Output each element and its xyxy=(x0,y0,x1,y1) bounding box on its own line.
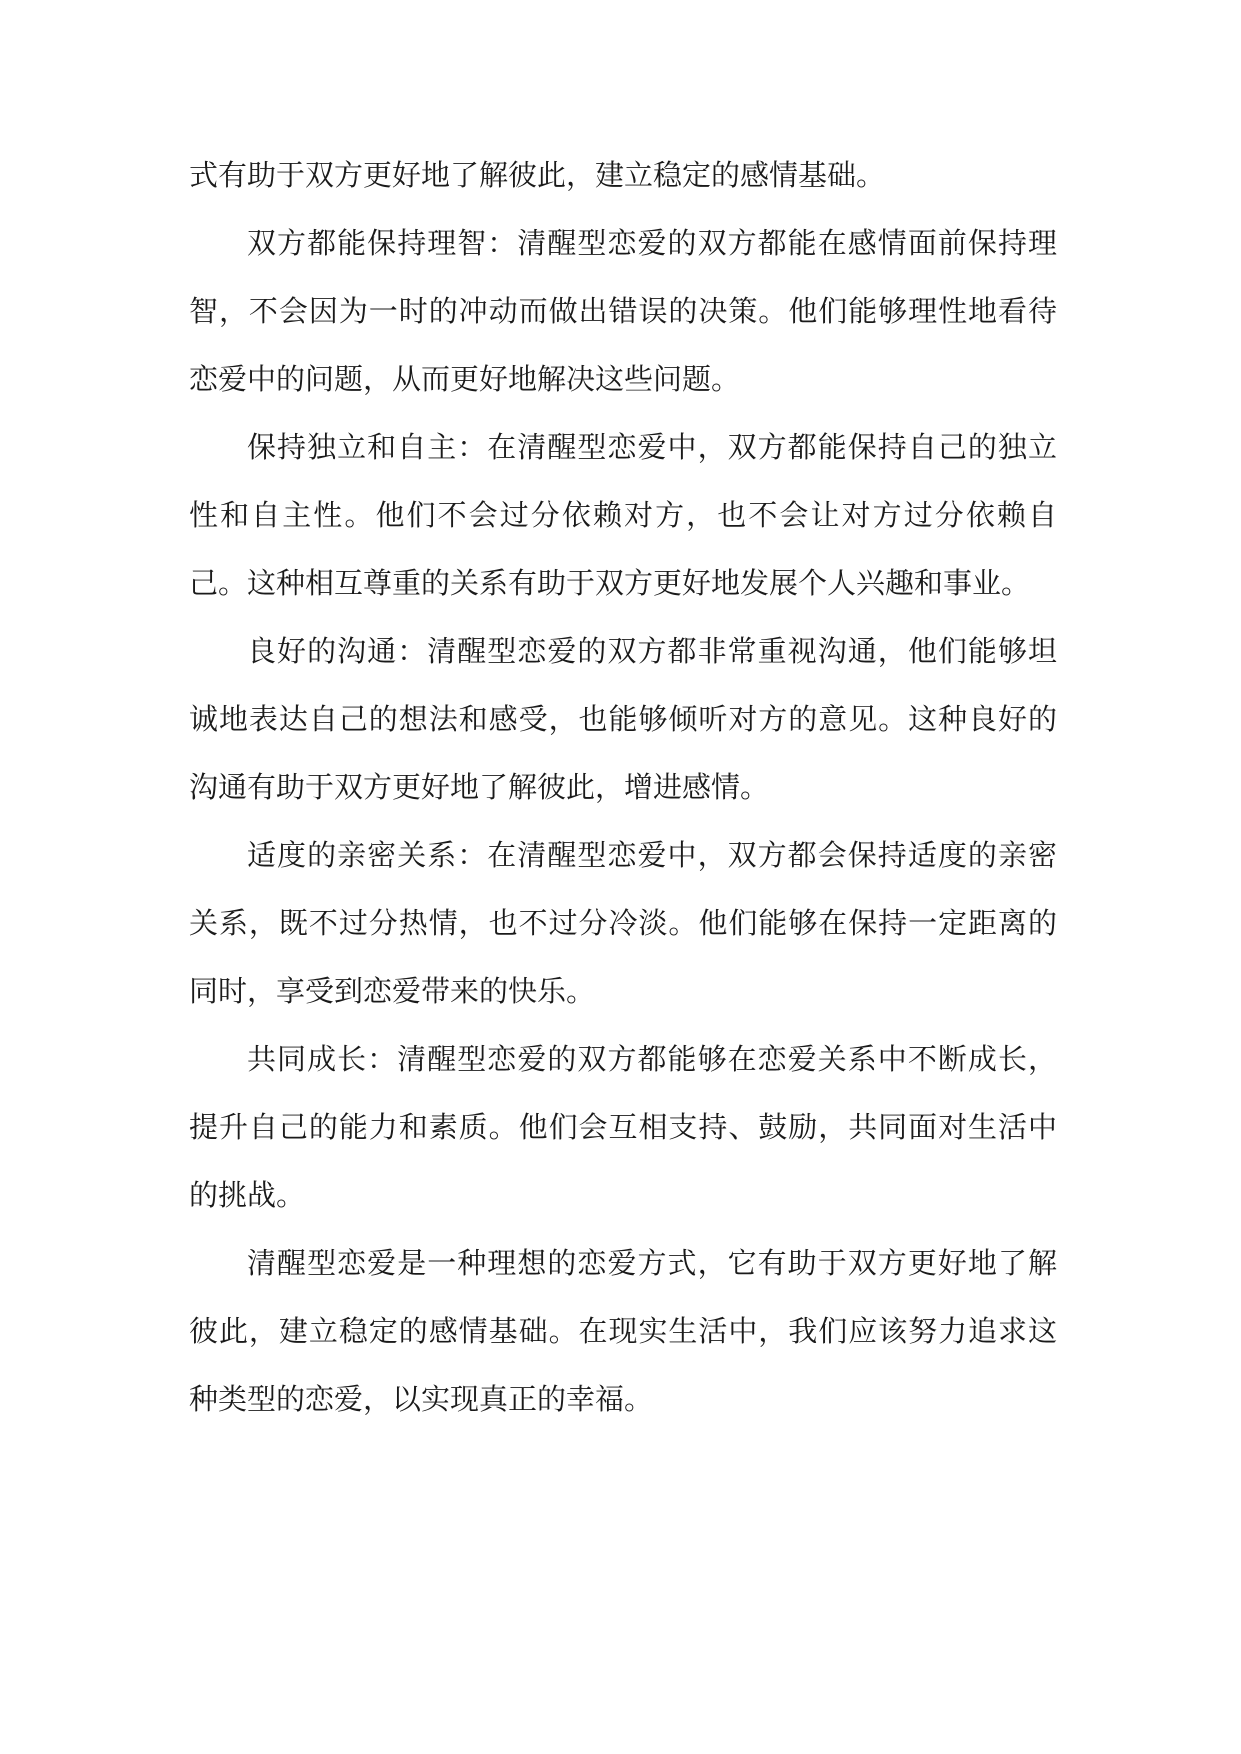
paragraph-independence: 保持独立和自主：在清醒型恋爱中，双方都能保持自己的独立性和自主性。他们不会过分依赖对方，也不会让对方过分依赖自己。这种相互尊重的关系有助于双方更好地发展个人兴趣和事业。 xyxy=(189,430,1057,600)
paragraph-growth: 共同成长：清醒型恋爱的双方都能够在恋爱关系中不断成长，提升自己的能力和素质。他们会互相支持、鼓励，共同面对生活中的挑战。 xyxy=(189,1042,1057,1212)
paragraph-communication: 良好的沟通：清醒型恋爱的双方都非常重视沟通，他们能够坦诚地表达自己的想法和感受，也能够倾听对方的意见。这种良好的沟通有助于双方更好地了解彼此，增进感情。 xyxy=(189,634,1057,804)
body-text xyxy=(189,141,1057,1433)
paragraph-conclusion: 清醒型恋爱是一种理想的恋爱方式，它有助于双方更好地了解彼此，建立稳定的感情基础。在现实生活中，我们应该努力追求这种类型的恋爱，以实现真正的幸福。 xyxy=(189,1246,1057,1416)
paragraph-continuation: 式有助于双方更好地了解彼此，建立稳定的感情基础。 xyxy=(189,158,886,192)
paragraph-rational: 双方都能保持理智：清醒型恋爱的双方都能在感情面前保持理智，不会因为一时的冲动而做出错误的决策。他们能够理性地看待恋爱中的问题，从而更好地解决这些问题。 xyxy=(189,226,1057,396)
paragraph-intimacy: 适度的亲密关系：在清醒型恋爱中，双方都会保持适度的亲密关系，既不过分热情，也不过分冷淡。他们能够在保持一定距离的同时，享受到恋爱带来的快乐。 xyxy=(189,838,1057,1008)
